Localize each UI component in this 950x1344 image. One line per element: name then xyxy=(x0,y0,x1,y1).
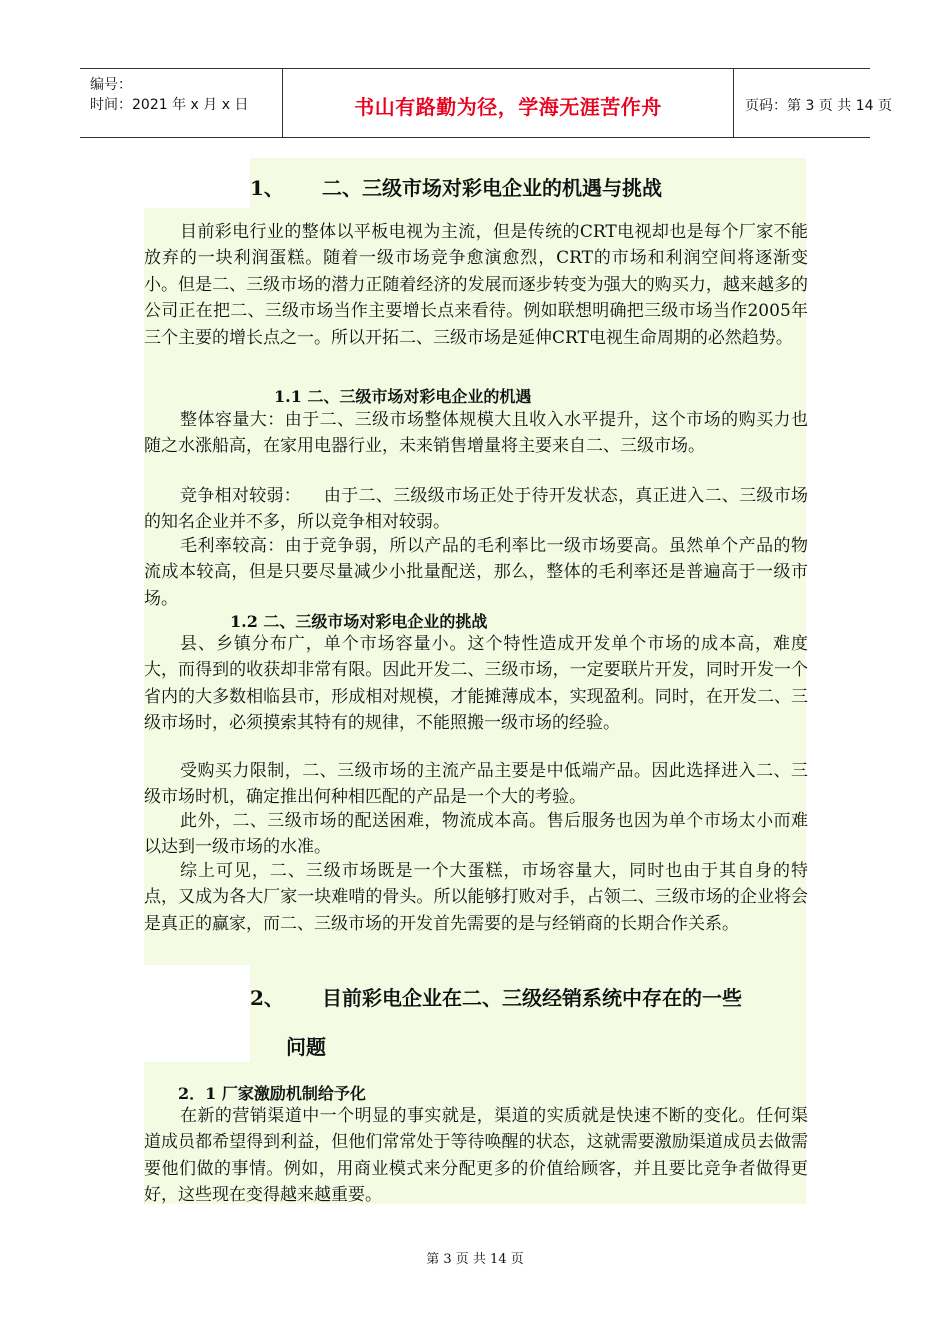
paragraph-purchasing-power: 受购买力限制，二、三级市场的主流产品主要是中低端产品。因此选择进入二、三级市场时机，确定推出何种相匹配的产品是一个大的考验。 xyxy=(144,761,808,808)
section2-title-line1: 目前彩电企业在二、三级经销系统中存在的一些 xyxy=(322,986,742,1010)
page-footer: 第 3 页 共 14 页 xyxy=(426,1252,524,1267)
header-motto: 书山有路勤为径，学海无涯苦作舟 xyxy=(354,95,662,119)
paragraph-competition: 竞争相对较弱： 由于二、三级级市场正处于待开发状态，真正进入二、三级市场的知名企业并不多，所以竞争相对较弱。 xyxy=(144,486,808,533)
header-motto-cell xyxy=(282,69,734,137)
page-header xyxy=(80,68,892,138)
header-page-cell xyxy=(733,69,892,137)
subsection-1-2-title: 1.2 二、三级市场对彩电企业的挑战 xyxy=(230,612,488,631)
section1-number: 1、 xyxy=(250,176,284,200)
document-number-label: 编号： xyxy=(90,77,132,93)
paragraph-capacity: 整体容量大：由于二、三级市场整体规模大且收入水平提升，这个市场的购买力也随之水涨船高，在家用电器行业，未来销售增量将主要来自二、三级市场。 xyxy=(144,410,808,457)
section1-intro: 目前彩电行业的整体以平板电视为主流，但是传统的CRT电视却也是每个厂家不能放弃的一块利润蛋糕。随着一级市场竞争愈演愈烈，CRT的市场和利润空间将逐渐变小。但是二、三级市场的潜力正随着经济的发展而逐步转变为强大的购买力，越来越多的公司正在把二、三级市场当作主要增长点来看待。例如联想明确把三级市场当作2005年三个主要的增长点之一。所以开拓二、三级市场是延伸CRT电视生命周期的必然趋势。 xyxy=(144,222,808,348)
section2-number: 2、 xyxy=(250,986,284,1010)
heading2-highlight xyxy=(250,965,806,1062)
paragraph-margin: 毛利率较高：由于竞争弱，所以产品的毛利率比一级市场要高。虽然单个产品的物流成本较高，但是只要尽量减少小批量配送，那么，整体的毛利率还是普遍高于一级市场。 xyxy=(144,536,808,609)
subsection-1-1-title: 1.1 二、三级市场对彩电企业的机遇 xyxy=(274,387,532,406)
header-page-info: 页码：第 3 页 共 14 页 xyxy=(745,98,892,114)
subsection-2-1-title: 2．1 厂家激励机制给予化 xyxy=(178,1084,366,1103)
paragraph-incentive: 在新的营销渠道中一个明显的事实就是，渠道的实质就是快速不断的变化。任何渠道成员都希望得到利益，但他们常常处于等待唤醒的状态，这就需要激励渠道成员去做需要他们做的事情。例如，用商业模式来分配更多的价值给顾客，并且要比竞争者做得更好，这些现在变得越来越重要。 xyxy=(144,1106,808,1206)
section1-title: 二、三级市场对彩电企业的机遇与挑战 xyxy=(322,176,662,200)
paragraph-distribution: 县、乡镇分布广，单个市场容量小。这个特性造成开发单个市场的成本高，难度大，而得到的收获却非常有限。因此开发二、三级市场，一定要联片开发，同时开发一个省内的大多数相临县市，形成相对规模，才能摊薄成本，实现盈利。同时，在开发二、三级市场时，必须摸索其特有的规律，不能照搬一级市场的经验。 xyxy=(144,634,808,734)
paragraph-summary: 综上可见，二、三级市场既是一个大蛋糕，市场容量大，同时也由于其自身的特点，又成为各大厂家一块难啃的骨头。所以能够打败对手，占领二、三级市场的企业将会是真正的赢家，而二、三级市场的开发首先需要的是与经销商的长期合作关系。 xyxy=(144,861,808,934)
header-meta-cell xyxy=(80,69,282,137)
section2-title-line2: 问题 xyxy=(286,1035,326,1059)
document-date-label: 时间：2021 年 x 月 x 日 xyxy=(90,97,249,113)
paragraph-logistics: 此外，二、三级市场的配送困难，物流成本高。售后服务也因为单个市场太小而难以达到一级市场的水准。 xyxy=(144,811,808,858)
